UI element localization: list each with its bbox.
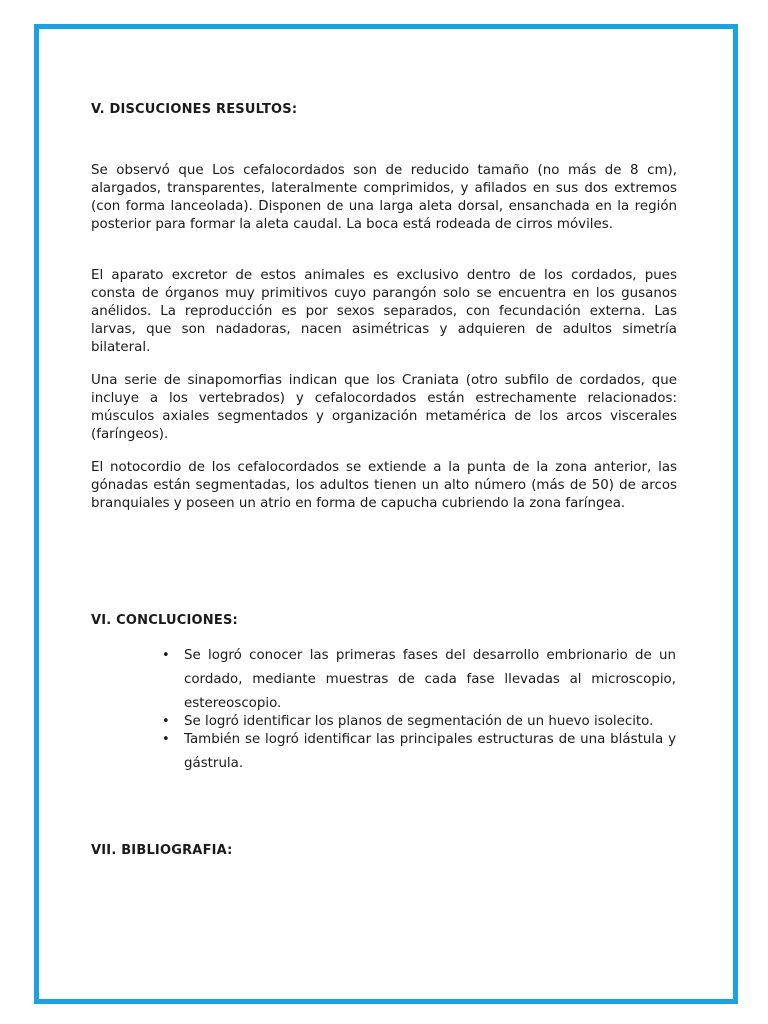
- conclusion-text-2: Se logró identificar los planos de segmentación de un huevo isolecito.: [184, 714, 654, 729]
- heading-bibliography: VII. BIBLIOGRAFIA:: [91, 843, 233, 858]
- conclusion-text-3: También se logró identificar las principales estructuras de una blástula y gástrula.: [184, 732, 676, 771]
- bullet-icon: •: [162, 648, 170, 663]
- list-item: [162, 728, 676, 776]
- discussion-paragraph-3: Una serie de sinapomorfias indican que los Craniata (otro subfilo de cordados, que incluye a los vertebrados) y cefalocordados están estrechamente relacionados: músculos axiales segmentados y organización metamérica de los arcos viscerales (faríngeos).: [91, 373, 677, 442]
- bullet-icon: •: [162, 732, 170, 747]
- conclusion-text-1: Se logró conocer las primeras fases del desarrollo embrionario de un cordado, mediante muestras de cada fase llevadas al microscopio, estereoscopio.: [184, 648, 676, 711]
- discussion-paragraph-4: El notocordio de los cefalocordados se extiende a la punta de la zona anterior, las gónadas están segmentadas, los adultos tienen un alto número (más de 50) de arcos branquiales y poseen un atrio en forma de capucha cubriendo la zona faríngea.: [91, 460, 677, 511]
- discussion-paragraph-2: El aparato excretor de estos animales es exclusivo dentro de los cordados, pues consta de órganos muy primitivos cuyo parangón solo se encuentra en los gusanos anélidos. La reproducción es por sexos separados, con fecundación externa. Las larvas, que son nadadoras, nacen asimétricas y adquieren de adultos simetría bilateral.: [91, 268, 677, 355]
- conclusions-list: [162, 644, 676, 776]
- discussion-paragraph-1: Se observó que Los cefalocordados son de reducido tamaño (no más de 8 cm), alargados, transparentes, lateralmente comprimidos, y afilados en sus dos extremos (con forma lanceolada). Disponen de una larga aleta dorsal, ensanchada en la región posterior para formar la aleta caudal. La boca está rodeada de cirros móviles.: [91, 163, 677, 232]
- heading-discussion: V. DISCUCIONES RESULTOS:: [91, 102, 298, 117]
- bullet-icon: •: [162, 714, 170, 729]
- heading-conclusions: VI. CONCLUCIONES:: [91, 613, 238, 628]
- list-item: [162, 644, 676, 716]
